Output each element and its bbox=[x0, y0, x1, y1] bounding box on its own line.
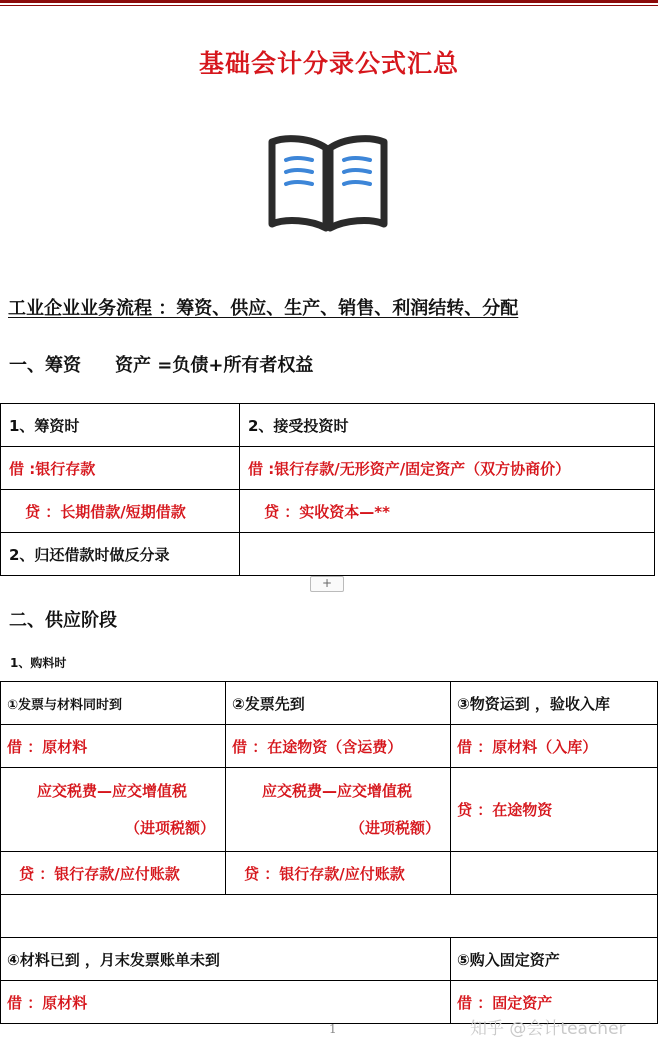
cell-goods-arrived: ③物资运到 ，验收入库 bbox=[451, 682, 658, 725]
open-book-icon bbox=[266, 130, 390, 232]
purchase-table bbox=[0, 681, 658, 1024]
document-title: 基础会计分录公式汇总 bbox=[198, 49, 459, 78]
cell-repay-loan: 2、归还借款时做反分录 bbox=[1, 533, 240, 576]
financing-table bbox=[0, 403, 655, 576]
row-empty bbox=[1, 895, 658, 938]
cell-credit-loans: 贷 ：长期借款/短期借款 bbox=[1, 490, 240, 533]
cell-credit-bank-1: 贷 ：银行存款/应付账款 bbox=[1, 852, 226, 895]
tax-label: 应交税费—应交增值税 bbox=[262, 781, 413, 800]
cell-empty bbox=[451, 852, 658, 895]
cell-debit-fixed-asset: 借 ：固定资产 bbox=[451, 981, 658, 1024]
cell-material-no-invoice: ④材料已到 ，月末发票账单未到 bbox=[1, 938, 451, 981]
page-number: 1 bbox=[329, 1022, 337, 1036]
section-1-number: 一、筹资 bbox=[9, 355, 81, 376]
cell-debit-assets: 借 :银行存款/无形资产/固定资产（双方协商价） bbox=[240, 447, 655, 490]
cell-debit-materials-stored: 借 ：原材料（入库） bbox=[451, 725, 658, 768]
cell-fixed-asset-purchase: ⑤购入固定资产 bbox=[451, 938, 658, 981]
cell-debit-materials: 借 ：原材料 bbox=[1, 725, 226, 768]
cell-tax-1 bbox=[1, 768, 226, 852]
tax-detail: （进项税额） bbox=[349, 818, 440, 837]
cell-debit-bank: 借 :银行存款 bbox=[1, 447, 240, 490]
cell-invoice-first: ②发票先到 bbox=[226, 682, 451, 725]
cell-credit-capital: 贷 ：实收资本—** bbox=[240, 490, 655, 533]
tax-detail: （进项税额） bbox=[124, 818, 215, 837]
add-row-button[interactable]: + bbox=[310, 576, 344, 592]
cell-credit-bank-2: 贷 ：银行存款/应付账款 bbox=[226, 852, 451, 895]
section-1-formula: 资产 =负债+所有者权益 bbox=[115, 355, 314, 376]
tax-label: 应交税费—应交增值税 bbox=[37, 781, 188, 800]
top-rule-thin bbox=[0, 5, 658, 6]
purchase-subheading: 1、购料时 bbox=[10, 656, 67, 670]
top-rule bbox=[0, 0, 658, 3]
cell-financing-time: 1、筹资时 bbox=[1, 404, 240, 447]
watermark: 知乎 @会计teacher bbox=[470, 1019, 626, 1039]
cell-invoice-and-material: ①发票与材料同时到 bbox=[1, 682, 226, 725]
cell-empty bbox=[240, 533, 655, 576]
flow-heading: 工业企业业务流程 ：筹资、供应、生产、销售、利润结转、分配 bbox=[8, 298, 519, 319]
cell-debit-in-transit: 借 ：在途物资（含运费） bbox=[226, 725, 451, 768]
cell-credit-in-transit: 贷 ：在途物资 bbox=[451, 768, 658, 852]
section-2-heading: 二、供应阶段 bbox=[9, 610, 117, 631]
cell-receive-investment: 2、接受投资时 bbox=[240, 404, 655, 447]
section-1-heading bbox=[9, 351, 313, 377]
cell-debit-materials-2: 借 ：原材料 bbox=[1, 981, 451, 1024]
cell-tax-2 bbox=[226, 768, 451, 852]
